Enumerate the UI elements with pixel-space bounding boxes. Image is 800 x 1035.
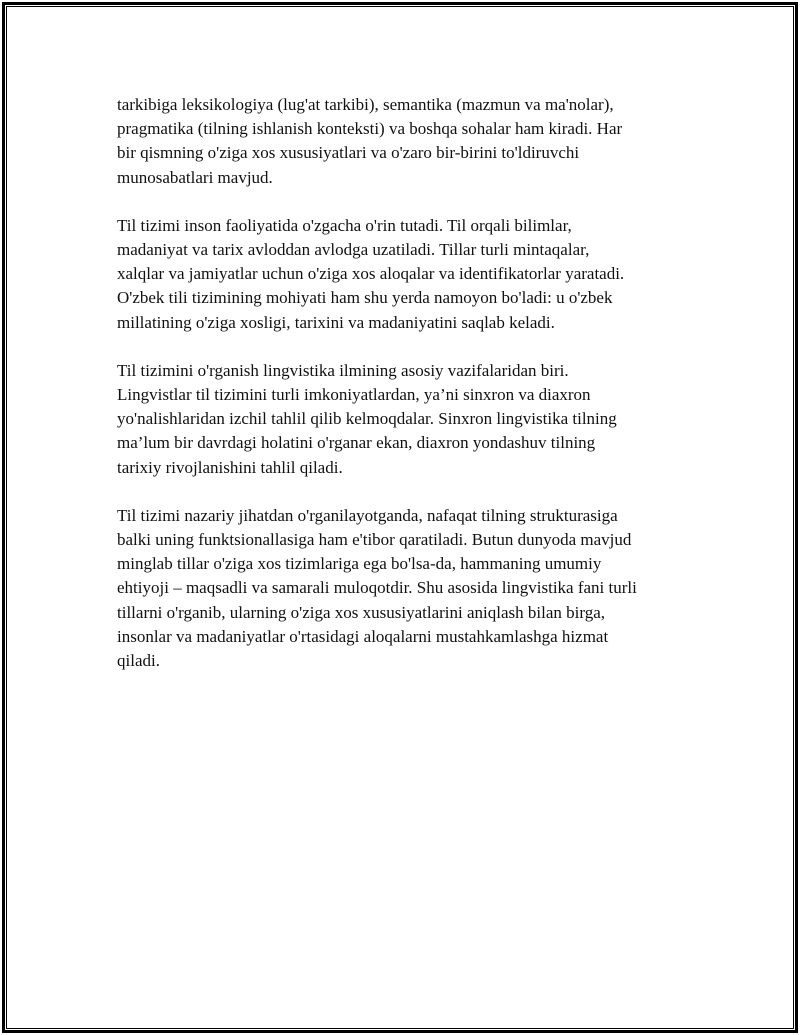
- paragraph-4: Til tizimi nazariy jihatdan o'rganilayotganda, nafaqat tilning strukturasiga balki uning funktsionallasiga ham e'tibor qaratiladi. Butun dunyoda mavjud minglab tillar o'ziga xos tizimlariga ega bo'lsa-da, hammaning umumiy ehtiyoji – maqsadli va samarali muloqotdir. Shu asosida lingvistika fani turli tillarni o'rganib, ularning o'ziga xos xususiyatlarini aniqlash bilan birga, insonlar va madaniyatlar o'rtasidagi aloqalarni mustahkamlashga hizmat qiladi.: [117, 505, 637, 671]
- document-body: [117, 93, 687, 697]
- paragraph-3: Til tizimini o'rganish lingvistika ilmining asosiy vazifalaridan biri. Lingvistlar til tizimini turli imkoniyatlardan, ya’ni sinxron va diaxron yo'nalishlaridan izchil tahlil qilib kelmoqdalar. Sinxron lingvistika tilning ma’lum bir davrdagi holatini o'rganar ekan, diaxron yondashuv tilning tarixiy rivojlanishini tahlil qiladi.: [117, 360, 617, 477]
- paragraph-2: Til tizimi inson faoliyatida o'zgacha o'rin tutadi. Til orqali bilimlar, madaniyat va tarix avloddan avlodga uzatiladi. Tillar turli mintaqalar, xalqlar va jamiyatlar uchun o'ziga xos aloqalar va identifikatorlar yaratadi. O'zbek tili tizimining mohiyati ham shu yerda namoyon bo'ladi: u o'zbek millatining o'ziga xosligi, tarixini va madaniyatini saqlab keladi.: [117, 215, 625, 332]
- paragraph-1: tarkibiga leksikologiya (lug'at tarkibi), semantika (mazmun va ma'nolar), pragmatika (tilning ishlanish konteksti) va boshqa sohalar ham kiradi. Har bir qismning o'ziga xos xususiyatlari va o'zaro bir-birini to'ldiruvchi munosabatlari mavjud.: [117, 95, 623, 187]
